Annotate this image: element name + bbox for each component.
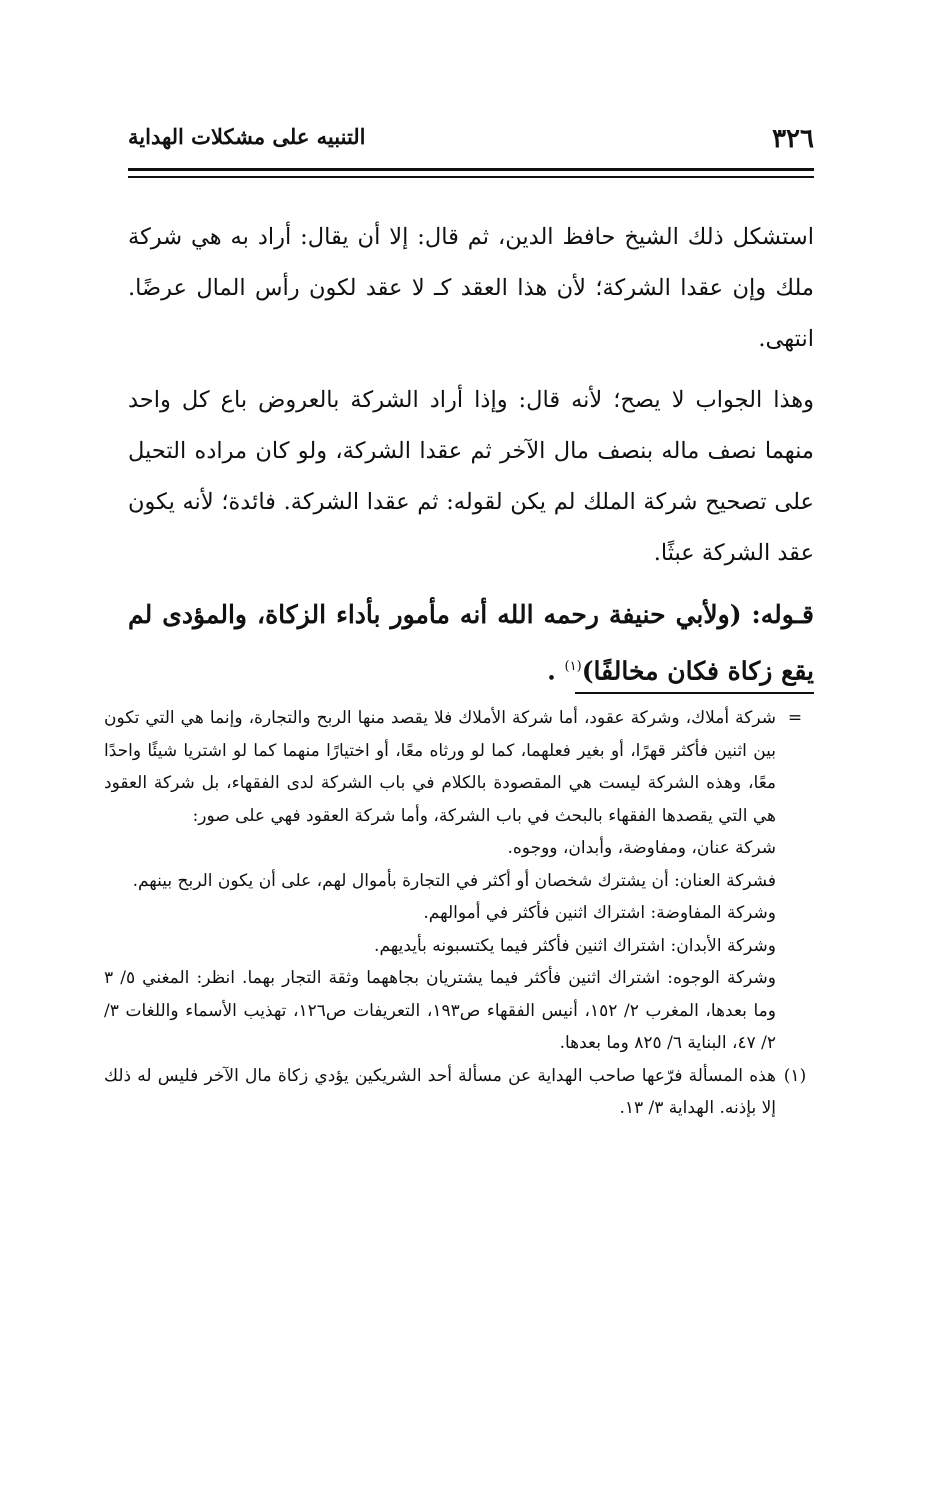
footnote-1-text: هذه المسألة فرّعها صاحب الهداية عن مسألة أحد الشريكين يؤدي زكاة مال الآخر فليس له ذلك إلا بإذنه. الهداية ٣/ ١٣. bbox=[104, 1065, 776, 1118]
quoted-statement bbox=[128, 589, 814, 697]
footnote-cont-text-5: وشركة الأبدان: اشتراك اثنين فأكثر فيما يكتسبونه بأيديهم. bbox=[374, 935, 776, 956]
footnote-separator bbox=[575, 692, 814, 694]
running-title: التنبيه على مشكلات الهداية bbox=[128, 124, 366, 149]
footnote-cont-text-2: شركة عنان، ومفاوضة، وأبدان، ووجوه. bbox=[507, 838, 776, 858]
footnotes bbox=[104, 702, 814, 1125]
footnote-1-marker: (١) bbox=[783, 1065, 807, 1086]
header-rule-thin bbox=[128, 176, 814, 178]
header-rule-thick bbox=[128, 168, 814, 171]
continuation-marker: = bbox=[787, 708, 803, 728]
paragraph-1: استشكل ذلك الشيخ حافظ الدين، ثم قال: إلا أن يقال: أراد به هي شركة ملك وإن عقدا الشركة؛ لأن هذا العقد كـ لا عقد لكون رأس المال عرضًا. انتهى. bbox=[128, 224, 814, 352]
footnote-cont-text-6: وشركة الوجوه: اشتراك اثنين فأكثر فيما يشتريان بجاههما وثقة التجار بهما. انظر: المغني ٥/ ٣ وما بعدها، المغرب ٢/ ١٥٢، أنيس الفقهاء ص١٩٣، التعريفات ص١٢٦، تهذيب الأسماء واللغات ٣/ ٢/ ٤٧، البناية ٦/ ٨٢٥ وما بعدها. bbox=[104, 968, 776, 1053]
paragraph-2: وهذا الجواب لا يصح؛ لأنه قال: وإذا أراد الشركة بالعروض باع كل واحد منهما نصف ماله بنصف مال الآخر ثم عقدا الشركة، ولو كان مراده التحيل على تصحيح شركة الملك لم يكن لقوله: ثم عقدا الشركة. فائدة؛ لأنه يكون عقد الشركة عبثًا. bbox=[128, 387, 814, 566]
footnote-1 bbox=[104, 1060, 814, 1125]
footnote-cont-text-3: فشركة العنان: أن يشترك شخصان أو أكثر في التجارة بأموال لهم، على أن يكون الربح بينهم. bbox=[132, 870, 776, 891]
footnote-ref-1: (١) bbox=[564, 659, 582, 674]
footnote-cont-text-4: وشركة المفاوضة: اشتراك اثنين فأكثر في أموالهم. bbox=[423, 903, 776, 923]
main-text bbox=[128, 212, 814, 697]
page-header bbox=[128, 118, 814, 162]
quote-end: . bbox=[547, 656, 556, 686]
footnote-cont-text-1: شركة أملاك، وشركة عقود، أما شركة الأملاك فلا يقصد منها الربح والتجارة، وإنما هي التي تكون بين اثنين فأكثر قهرًا، أو بغير فعلهما، كما لو ورثاه معًا، أو اختيارًا منهما كما لو اشتريا شيئًا واحدًا معًا، وهذه الشركة ليست هي المقصودة بالكلام في باب الشركة لدى الفقهاء، بل شركة العقود هي التي يقصدها الفقهاء بالبحث في باب الشركة، وأما شركة العقود فهي على صور: bbox=[104, 708, 776, 826]
quote-text: قـوله: (ولأبي حنيفة رحمه الله أنه مأمور بأداء الزكاة، والمؤدى لم يقع زكاة فكان مخالفًا) bbox=[128, 600, 814, 686]
footnote-continuation bbox=[104, 702, 814, 832]
page-number: ٣٢٦ bbox=[772, 124, 814, 154]
